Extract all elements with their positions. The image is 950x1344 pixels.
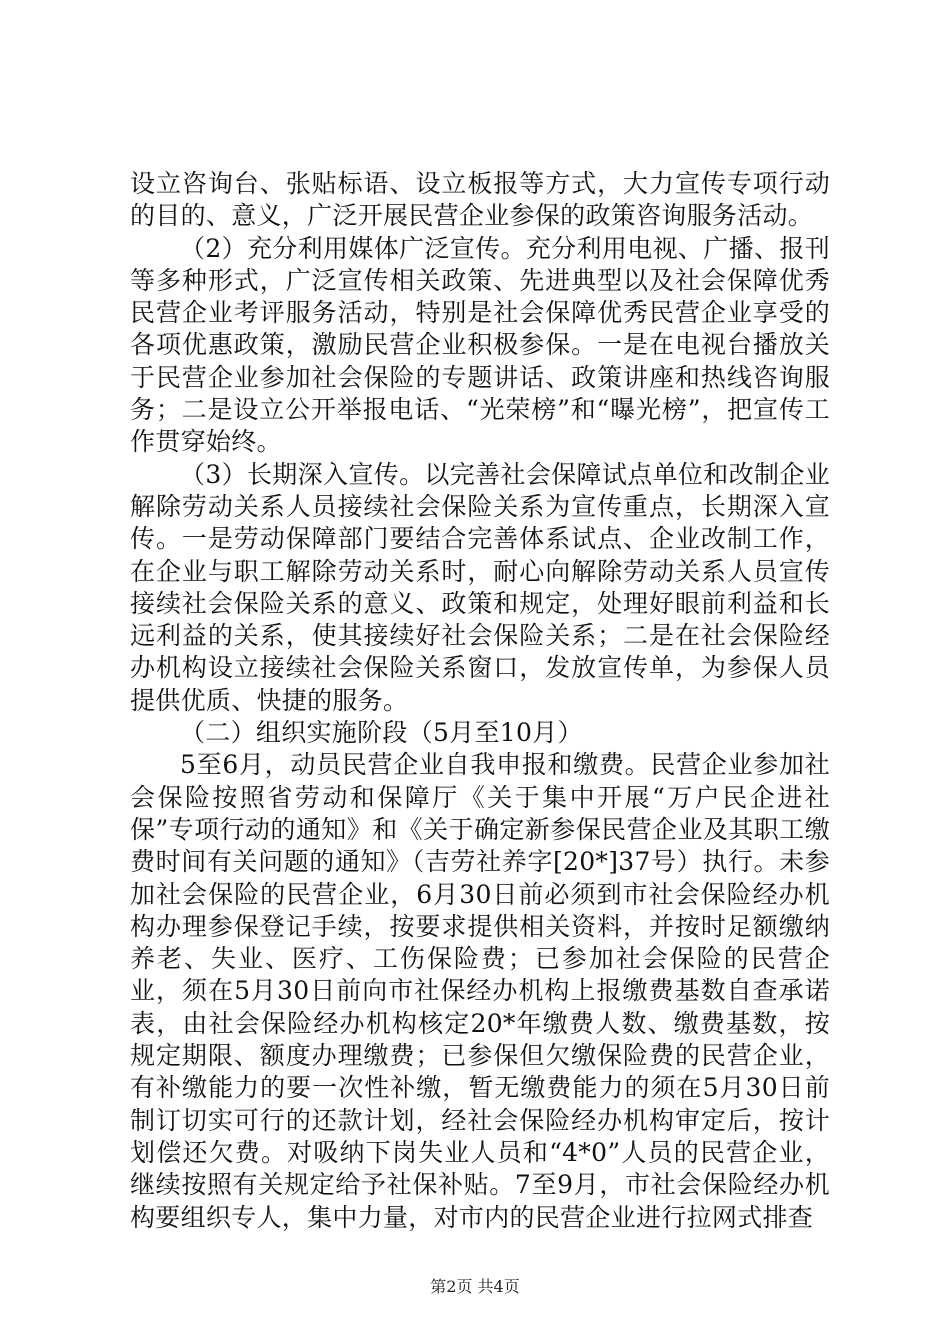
paragraph-continuation: 设立咨询台、张贴标语、设立板报等方式，大力宣传专项行动的目的、意义，广泛开展民营企业参保的政策咨询服务活动。 <box>130 169 830 231</box>
paragraph-long-term-publicity: （3）长期深入宣传。以完善社会保障试点单位和改制企业解除劳动关系人员接续社会保险关系为宣传重点，长期深入宣传。一是劳动保障部门要结合完善体系试点、企业改制工作，在企业与职工解除劳动关系时，耐心向解除劳动关系人员宣传接续社会保险关系的意义、政策和规定，处理好眼前利益和长远利益的关系，使其接续好社会保险关系；二是在社会保险经办机构设立接续社会保险关系窗口，发放宣传单，为参保人员提供优质、快捷的服务。 <box>130 459 830 715</box>
paragraph-implementation: 5至6月，动员民营企业自我申报和缴费。民营企业参加社会保险按照省劳动和保障厅《关于集中开展“万户民企进社保”专项行动的通知》和《关于确定新参保民营企业及其职工缴费时间有关问题的通知》（吉劳社养字[20*]37号）执行。未参加社会保险的民营企业，6月30日前必须到市社会保险经办机构办理参保登记手续，按要求提供相关资料，并按时足额缴纳养老、失业、医疗、工伤保险费；已参加社会保险的民营企业，须在5月30日前向市社保经办机构上报缴费基数自查承诺表，由社会保险经办机构核定20*年缴费人数、缴费基数，按规定期限、额度办理缴费；已参保但欠缴保险费的民营企业，有补缴能力的要一次性补缴，暂无缴费能力的须在5月30日前制订切实可行的还款计划，经社会保险经办机构审定后，按计划偿还欠费。对吸纳下岗失业人员和“4*0”人员的民营企业，继续按照有关规定给予社保补贴。7至9月，市社会保险经办机构要组织专人，集中力量，对市内的民营企业进行拉网式排查 <box>130 750 830 1232</box>
page-number: 第2页 共4页 <box>430 1277 520 1296</box>
paragraph-media-publicity: （2）充分利用媒体广泛宣传。充分利用电视、广播、报刊等多种形式，广泛宣传相关政策、先进典型以及社会保障优秀民营企业考评服务活动，特别是社会保障优秀民营企业享受的各项优惠政策，激励民营企业积极参保。一是在电视台播放关于民营企业参加社会保险的专题讲话、政策讲座和热线咨询服务；二是设立公开举报电话、“光荣榜”和“曝光榜”，把宣传工作贯穿始终。 <box>130 233 830 457</box>
document-body <box>130 168 830 1234</box>
section-heading-implementation: （二）组织实施阶段（5月至10月） <box>180 718 583 748</box>
